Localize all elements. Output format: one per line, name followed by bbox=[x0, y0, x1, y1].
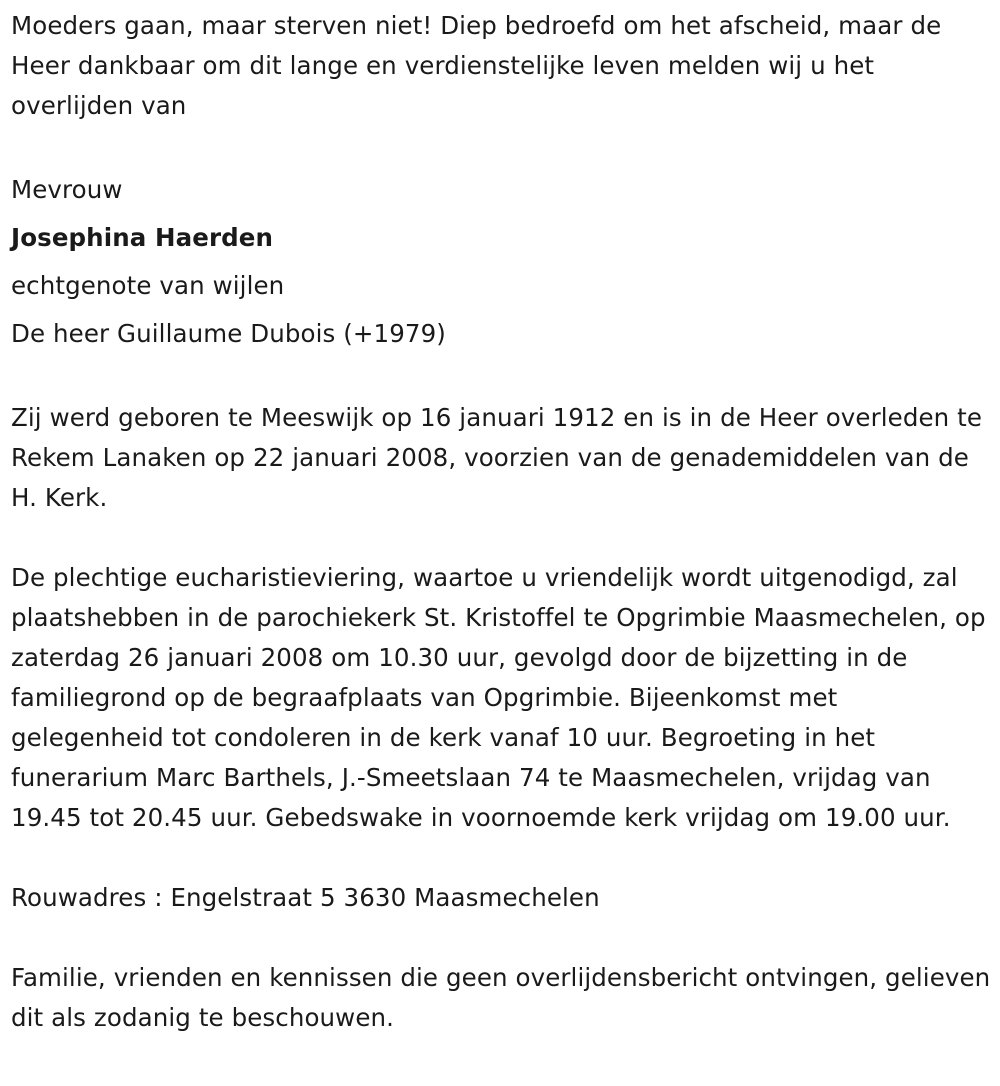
spacer bbox=[11, 518, 996, 558]
address-line: Rouwadres : Engelstraat 5 3630 Maasmechelen bbox=[11, 883, 600, 912]
birth-death-paragraph: Zij werd geboren te Meeswijk op 16 januari 1912 en is in de Heer overleden te Rekem Lanaken op 22 januari 2008, voorzien van de genademiddelen van de H. Kerk. bbox=[11, 403, 983, 512]
deceased-relation: echtgenote van wijlen bbox=[11, 271, 285, 300]
deceased-spouse: De heer Guillaume Dubois (+1979) bbox=[11, 319, 446, 348]
deceased-block bbox=[11, 166, 996, 358]
obituary-notice bbox=[11, 6, 996, 1038]
closing-paragraph: Familie, vrienden en kennissen die geen overlijdensbericht ontvingen, gelieven dit als zodanig te beschouwen. bbox=[11, 963, 991, 1032]
ceremony-paragraph: De plechtige eucharistieviering, waartoe u vriendelijk wordt uitgenodigd, zal plaatshebben in de parochiekerk St. Kristoffel te Opgrimbie Maasmechelen, op zaterdag 26 januari 2008 om 10.30 uur, gevolgd door de bijzetting in de familiegrond op de begraafplaats van Opgrimbie. Bijeenkomst met gelegenheid tot condoleren in de kerk vanaf 10 uur. Begroeting in het funerarium Marc Barthels, J.-Smeetslaan 74 te Maasmechelen, vrijdag van 19.45 tot 20.45 uur. Gebedswake in voornoemde kerk vrijdag om 19.00 uur. bbox=[11, 563, 986, 832]
spacer bbox=[11, 126, 996, 166]
deceased-name: Josephina Haerden bbox=[11, 223, 274, 252]
spacer bbox=[11, 358, 996, 398]
deceased-title: Mevrouw bbox=[11, 175, 123, 204]
spacer bbox=[11, 918, 996, 958]
spacer bbox=[11, 838, 996, 878]
intro-paragraph: Moeders gaan, maar sterven niet! Diep bedroefd om het afscheid, maar de Heer dankbaar om dit lange en verdienstelijke leven melden wij u het overlijden van bbox=[11, 11, 942, 120]
